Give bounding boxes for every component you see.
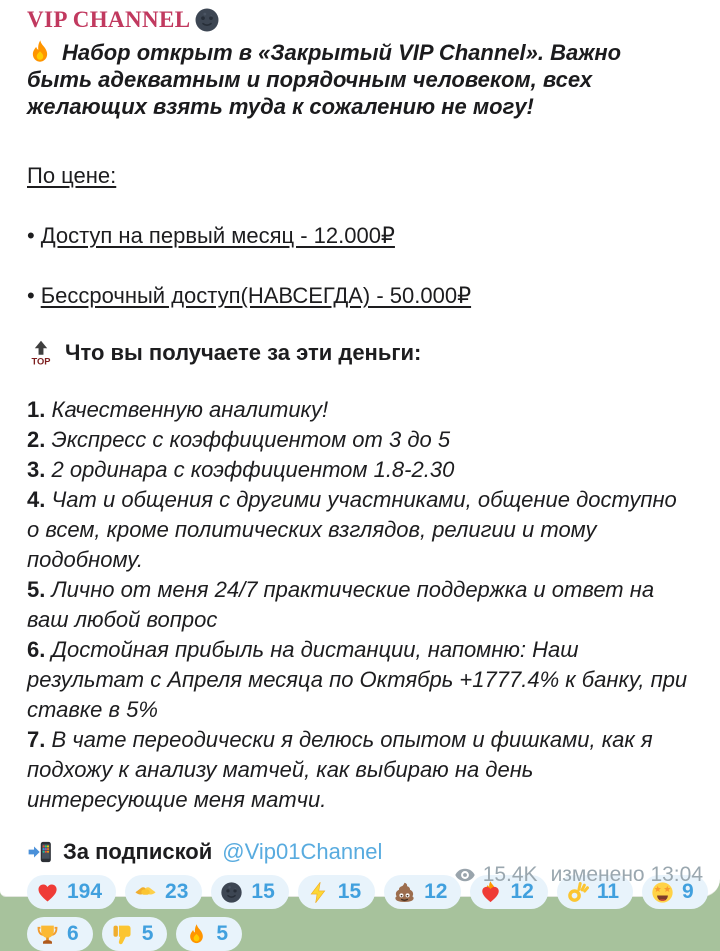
poop-icon	[393, 881, 416, 904]
reaction-ok-hand[interactable]: 11	[557, 875, 633, 909]
reaction-poop[interactable]: 12	[384, 875, 461, 909]
bullet-dot: •	[27, 223, 35, 248]
top-icon	[27, 339, 55, 367]
reaction-star-struck[interactable]: 9	[642, 875, 708, 909]
price-item-forever: • Бессрочный доступ(НАВСЕГДА) - 50.000₽	[27, 283, 472, 308]
edited-timestamp: изменено 13:04	[550, 863, 703, 886]
channel-header[interactable]	[27, 4, 690, 36]
benefit-item: 7. В чате переодически я делюсь опытом и фишками, как я подхожу к анализу матчей, как выбираю на день интересующие меня матчи.	[27, 727, 653, 812]
benefit-item: 5. Лично от меня 24/7 практические поддержка и ответ на ваш любой вопрос	[27, 577, 655, 632]
benefit-item: 4. Чат и общения с другими участниками, общение доступно о всем, кроме политических взглядов, религии и тому подобному.	[27, 487, 677, 572]
lightning-icon	[307, 881, 330, 904]
views-count: 15.4K	[482, 863, 538, 886]
fire-icon	[27, 39, 53, 65]
reaction-red-heart[interactable]: 194	[27, 875, 116, 909]
benefit-item: 1. Качественную аналитику!	[27, 397, 329, 422]
handshake-icon	[134, 881, 157, 904]
subscribe-label: За подпиской	[63, 839, 213, 864]
trophy-icon	[36, 923, 59, 946]
reaction-lightning[interactable]: 15	[298, 875, 375, 909]
new-moon-face-icon	[194, 7, 220, 33]
price-heading: По цене:	[27, 163, 117, 188]
intro-text: Набор открыт в «Закрытый VIP Channel». Важно быть адекватным и порядочным человеком, всех желающих взять туда к сожалению не могу!	[27, 40, 622, 119]
fire-icon	[185, 923, 208, 946]
thumbs-down-icon	[111, 923, 134, 946]
mobile-phone-arrow-icon	[27, 839, 53, 865]
reaction-thumbs-down[interactable]: 5	[102, 917, 168, 951]
price-item-month: • Доступ на первый месяц - 12.000₽	[27, 223, 395, 248]
views-eye-icon	[454, 864, 476, 886]
reaction-new-moon-face[interactable]: 15	[211, 875, 288, 909]
bullet-dot: •	[27, 283, 35, 308]
channel-mention-link[interactable]: @Vip01Channel	[222, 839, 383, 864]
reaction-handshake[interactable]: 23	[125, 875, 202, 909]
reaction-trophy[interactable]: 6	[27, 917, 93, 951]
benefits-list	[27, 395, 690, 815]
benefits-heading: Что вы получаете за эти деньги:	[27, 338, 690, 368]
reactions-row-2	[27, 917, 690, 951]
intro-paragraph	[27, 39, 690, 120]
reaction-fire[interactable]: 5	[176, 917, 242, 951]
channel-name[interactable]: VIP CHANNEL	[27, 7, 191, 32]
benefit-item: 6. Достойная прибыль на дистанции, напомню: Наш результат с Апреля месяца по Октябрь +1777.4% к банку, при ставке в 5%	[27, 637, 688, 722]
message-meta	[454, 863, 703, 887]
benefit-item: 2. Экспресс с коэффициентом от 3 до 5	[27, 427, 451, 452]
new-moon-face-icon	[220, 881, 243, 904]
reaction-heart-on-fire[interactable]: 12	[470, 875, 547, 909]
benefit-item: 3. 2 ординара с коэффициентом 1.8-2.30	[27, 457, 455, 482]
red-heart-icon	[36, 881, 59, 904]
